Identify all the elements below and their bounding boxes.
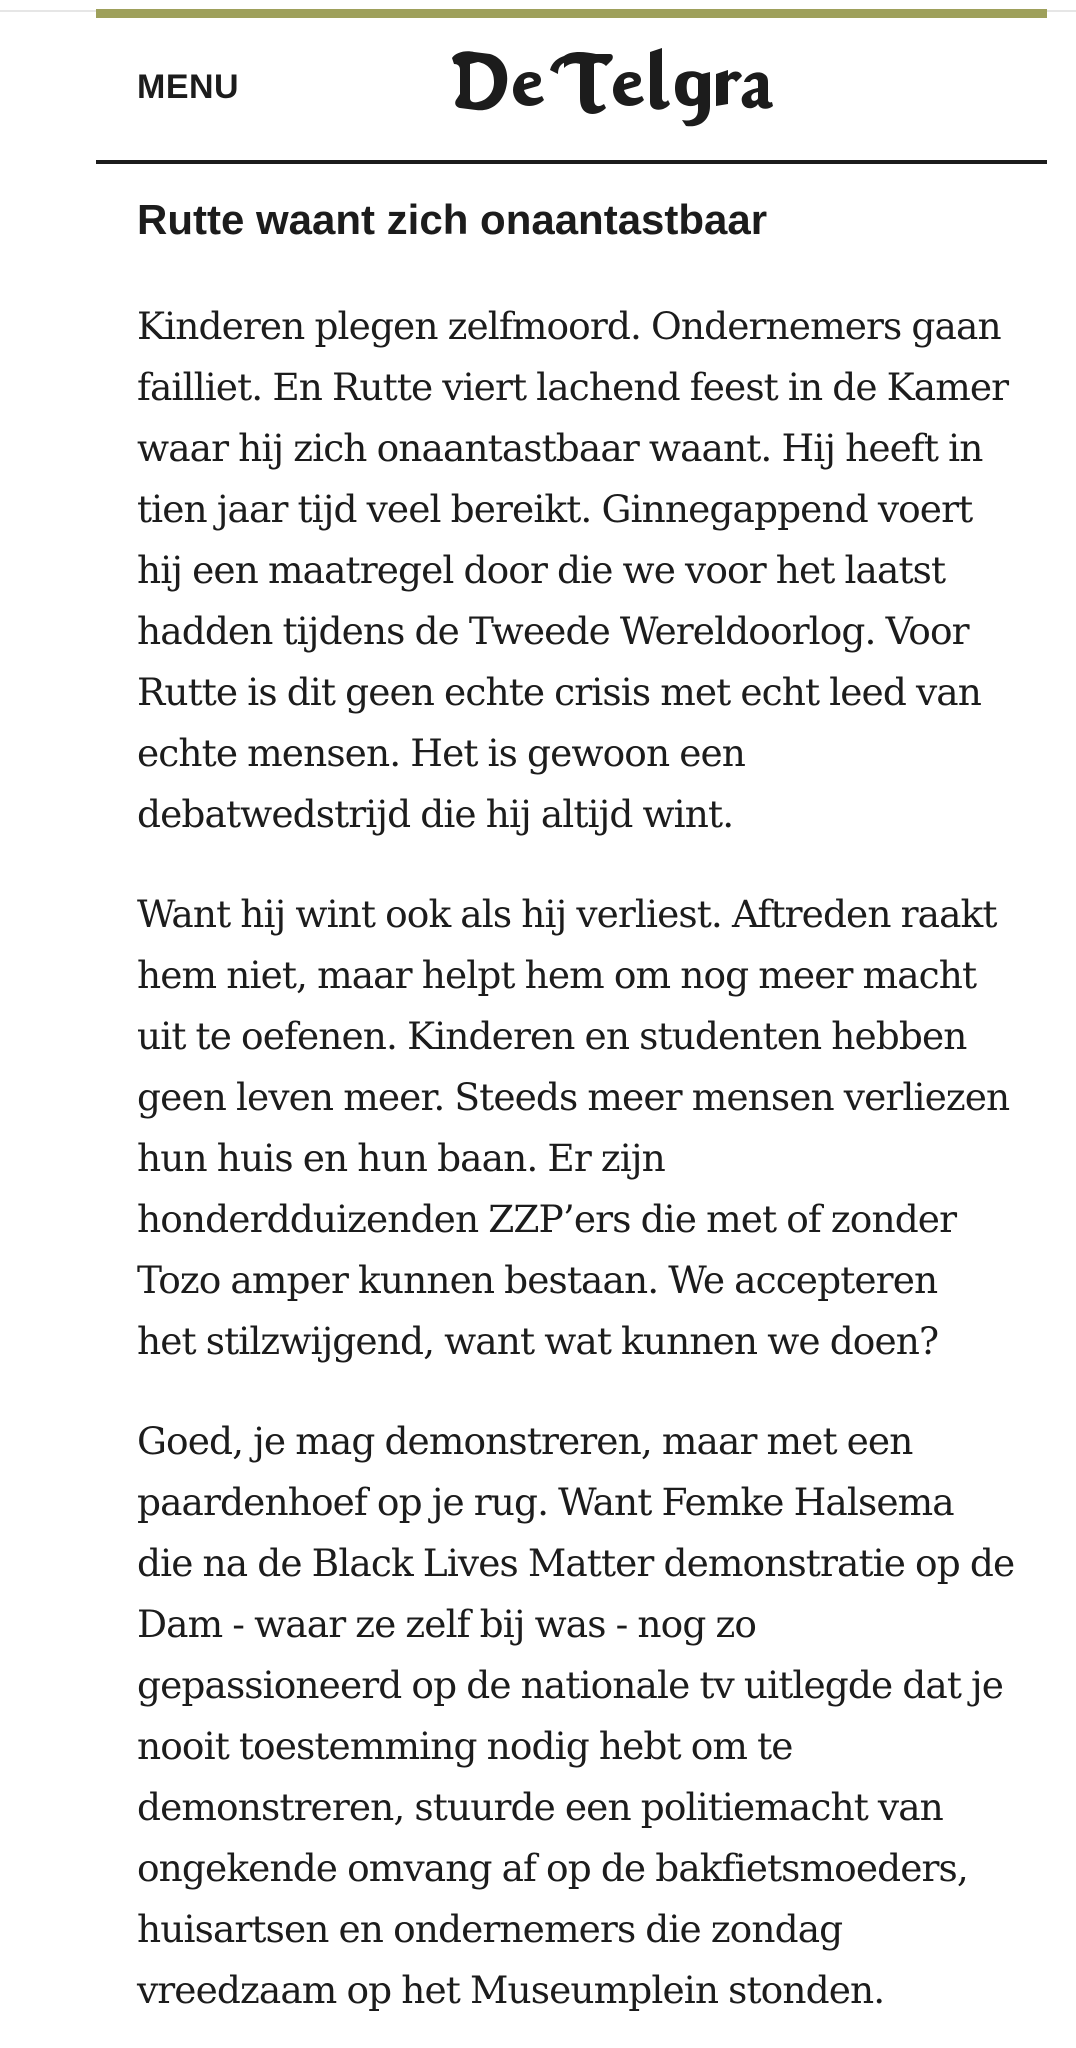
menu-button[interactable]: MENU [137, 68, 240, 106]
article-paragraph-3 [137, 1411, 1037, 2021]
paragraph-line: honderdduizenden ZZP’ers die met of zonder [137, 1197, 957, 1241]
paragraph-line: hem niet, maar helpt hem om nog meer macht [137, 953, 977, 997]
site-header [96, 18, 1047, 160]
site-logo[interactable] [446, 40, 786, 130]
paragraph-line: echte mensen. Het is gewoon een [137, 731, 746, 775]
paragraph-line: tien jaar tijd veel bereikt. Ginnegappend voert [137, 487, 973, 531]
paragraph-line: uit te oefenen. Kinderen en studenten hebben [137, 1014, 967, 1058]
paragraph-line: nooit toestemming nodig hebt om te [137, 1724, 793, 1768]
paragraph-line: failliet. En Rutte viert lachend feest in de Kamer [137, 365, 1009, 409]
paragraph-line: Tozo amper kunnen bestaan. We accepteren [137, 1258, 938, 1302]
paragraph-line: waar hij zich onaantastbaar waant. Hij heeft in [137, 426, 983, 470]
paragraph-line: Dam - waar ze zelf bij was - nog zo [137, 1602, 757, 1646]
paragraph-line: hij een maatregel door die we voor het laatst [137, 548, 946, 592]
paragraph-line: vreedzaam op het Museumplein stonden. [137, 1968, 885, 2012]
paragraph-line: die na de Black Lives Matter demonstratie op de [137, 1541, 1015, 1585]
paragraph-line: gepassioneerd op de nationale tv uitlegde dat je [137, 1663, 1004, 1707]
article-headline: Rutte waant zich onaantastbaar [137, 196, 768, 243]
paragraph-line: Want hij wint ook als hij verliest. Aftreden raakt [137, 892, 997, 936]
article [137, 190, 1037, 2021]
paragraph-line: Kinderen plegen zelfmoord. Ondernemers gaan [137, 304, 1001, 348]
paragraph-line: het stilzwijgend, want wat kunnen we doen? [137, 1319, 939, 1363]
paragraph-line: Goed, je mag demonstreren, maar met een [137, 1419, 913, 1463]
header-divider [96, 160, 1047, 164]
paragraph-line: Rutte is dit geen echte crisis met echt leed van [137, 670, 981, 714]
paragraph-line: geen leven meer. Steeds meer mensen verliezen [137, 1075, 1010, 1119]
article-paragraph-1 [137, 296, 1037, 845]
paragraph-line: hadden tijdens de Tweede Wereldoorlog. Voor [137, 609, 969, 653]
paragraph-line: paardenhoef op je rug. Want Femke Halsema [137, 1480, 954, 1524]
article-paragraph-2 [137, 884, 1037, 1372]
paragraph-line: demonstreren, stuurde een politiemacht van [137, 1785, 943, 1829]
paragraph-line: huisartsen en ondernemers die zondag [137, 1907, 843, 1951]
paragraph-line: debatwedstrijd die hij altijd wint. [137, 792, 734, 836]
paragraph-line: hun huis en hun baan. Er zijn [137, 1136, 665, 1180]
paragraph-line: ongekende omvang af op de bakfietsmoeders, [137, 1846, 968, 1890]
accent-bar [96, 9, 1047, 18]
